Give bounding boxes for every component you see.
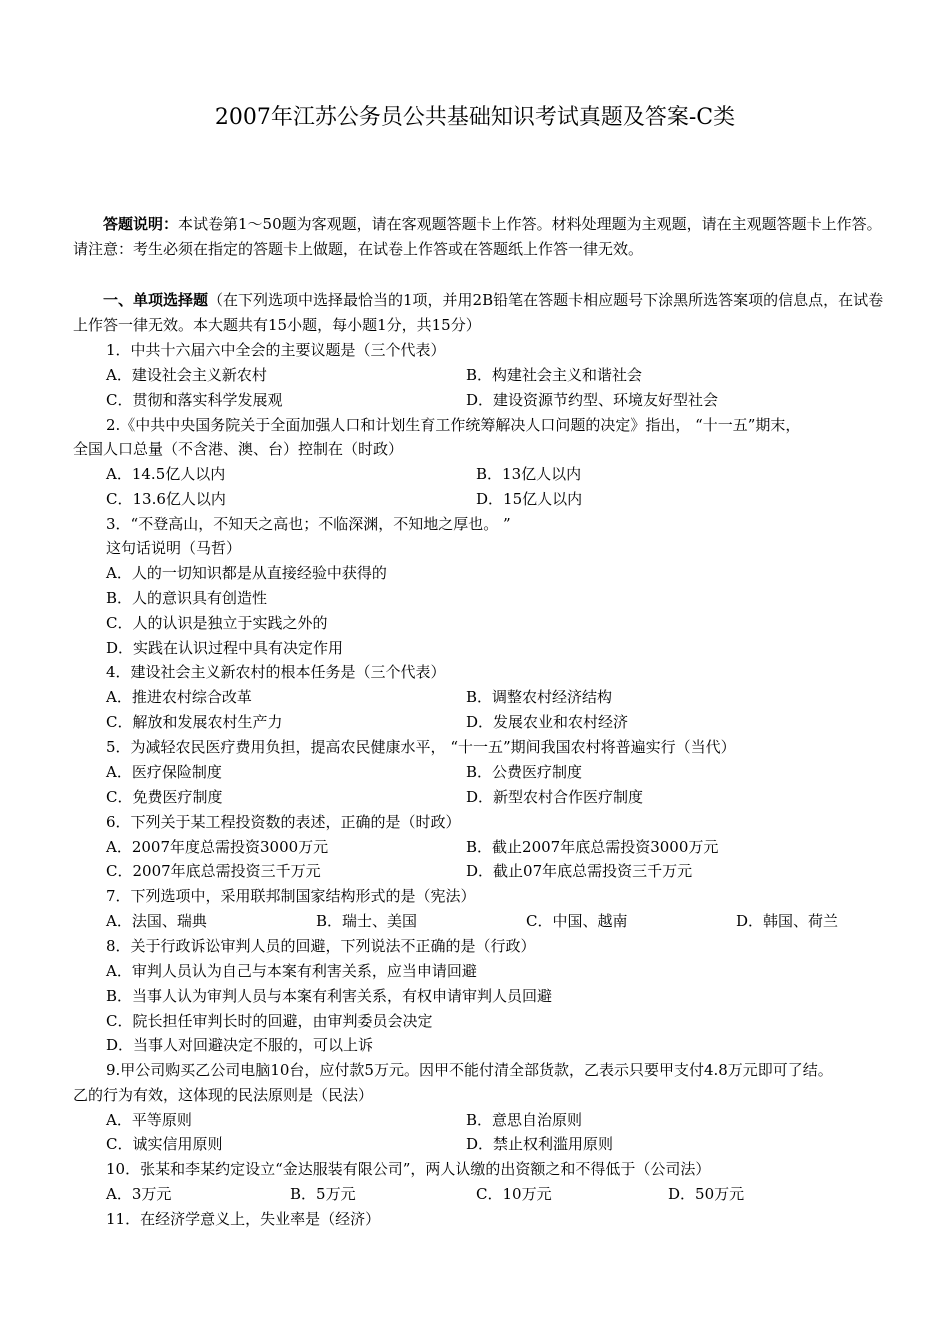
question-5-option-b: B．公费医疗制度 [466, 763, 583, 781]
question-2-option-b: B．13亿人以内 [476, 465, 582, 483]
question-10-stem: 10．张某和李某约定设立“金达服装有限公司”，两人认缴的出资额之和不得低于（公司法） [106, 1160, 711, 1178]
question-9-option-c: C．诚实信用原则 [106, 1135, 223, 1153]
instructions-label: 答题说明： [103, 215, 179, 233]
question-1-option-b: B．构建社会主义和谐社会 [466, 366, 643, 384]
question-5-option-a: A．医疗保险制度 [106, 763, 222, 781]
question-3-stem-line-2: 这句话说明（马哲） [106, 539, 242, 557]
question-4-option-a: A．推进农村综合改革 [106, 688, 252, 706]
question-6-option-c: C．2007年底总需投资三千万元 [106, 862, 321, 880]
instructions [73, 212, 885, 262]
question-1-option-c: C．贯彻和落实科学发展观 [106, 391, 283, 409]
question-2-option-d: D．15亿人以内 [476, 490, 583, 508]
question-7-option-c: C．中国、越南 [526, 912, 628, 930]
question-8-option-d: D．当事人对回避决定不服的，可以上诉 [106, 1036, 374, 1054]
question-9-stem-line-1: 9.甲公司购买乙公司电脑10台，应付款5万元。因甲不能付清全部货款，乙表示只要甲支付4.8万元即可了结。 [106, 1061, 833, 1079]
question-10-option-b: B．5万元 [290, 1185, 356, 1203]
question-3-option-d: D．实践在认识过程中具有决定作用 [106, 639, 344, 657]
question-7-option-a: A．法国、瑞典 [106, 912, 207, 930]
question-11-stem: 11．在经济学意义上，失业率是（经济） [106, 1210, 381, 1228]
question-2-stem-line-2: 全国人口总量（不含港、澳、台）控制在（时政） [73, 440, 404, 458]
question-1-stem: 1．中共十六届六中全会的主要议题是（三个代表） [106, 341, 446, 359]
question-1-option-d: D．建设资源节约型、环境友好型社会 [466, 391, 719, 409]
question-3-option-a: A．人的一切知识都是从直接经验中获得的 [106, 564, 387, 582]
question-6-stem: 6．下列关于某工程投资数的表述，正确的是（时政） [106, 813, 461, 831]
question-1-option-a: A．建设社会主义新农村 [106, 366, 267, 384]
question-4-stem: 4．建设社会主义新农村的根本任务是（三个代表） [106, 663, 446, 681]
question-8-option-a: A．审判人员认为自己与本案有利害关系，应当申请回避 [106, 962, 477, 980]
question-10-option-c: C．10万元 [476, 1185, 552, 1203]
question-9-option-a: A．平等原则 [106, 1111, 192, 1129]
question-5-stem: 5．为减轻农民医疗费用负担，提高农民健康水平， “十一五”期间我国农村将普遍实行（当代） [106, 738, 736, 756]
instructions-text: 本试卷第1～50题为客观题，请在客观题答题卡上作答。材料处理题为主观题，请在主观题答题卡上作答。请注意：考生必须在指定的答题卡上做题，在试卷上作答或在答题纸上作答一律无效。 [73, 215, 882, 258]
question-6-option-a: A．2007年度总需投资3000万元 [106, 838, 329, 856]
question-8-option-b: B．当事人认为审判人员与本案有利害关系，有权申请审判人员回避 [106, 987, 553, 1005]
question-6-option-d: D．截止07年底总需投资三千万元 [466, 862, 693, 880]
question-4-option-c: C．解放和发展农村生产力 [106, 713, 283, 731]
question-2-option-c: C．13.6亿人以内 [106, 490, 226, 508]
question-5-option-d: D．新型农村合作医疗制度 [466, 788, 644, 806]
question-5-option-c: C．免费医疗制度 [106, 788, 223, 806]
section-one-text: （在下列选项中选择最恰当的1项，并用2B铅笔在答题卡相应题号下涂黑所选答案项的信息点，在试卷上作答一律无效。本大题共有15小题，每小题1分，共15分） [73, 291, 884, 334]
question-3-option-c: C．人的认识是独立于实践之外的 [106, 614, 328, 632]
question-9-option-b: B．意思自治原则 [466, 1111, 583, 1129]
question-7-option-b: B．瑞士、美国 [316, 912, 418, 930]
question-8-stem: 8．关于行政诉讼审判人员的回避，下列说法不正确的是（行政） [106, 937, 536, 955]
question-6-option-b: B．截止2007年底总需投资3000万元 [466, 838, 719, 856]
question-10-option-a: A．3万元 [106, 1185, 172, 1203]
section-one-label: 一、单项选择题 [103, 291, 209, 309]
question-4-option-b: B．调整农村经济结构 [466, 688, 613, 706]
question-8-option-c: C．院长担任审判长时的回避，由审判委员会决定 [106, 1012, 433, 1030]
question-7-option-d: D．韩国、荷兰 [736, 912, 839, 930]
section-one-header [73, 288, 885, 338]
question-2-stem-line-1: 2.《中共中央国务院关于全面加强人口和计划生育工作统筹解决人口问题的决定》指出， “十一五”期末， [106, 416, 801, 434]
question-9-stem-line-2: 乙的行为有效，这体现的民法原则是（民法） [73, 1086, 374, 1104]
page-title: 2007年江苏公务员公共基础知识考试真题及答案-C类 [214, 105, 736, 130]
question-3-option-b: B．人的意识具有创造性 [106, 589, 268, 607]
question-9-option-d: D．禁止权利滥用原则 [466, 1135, 614, 1153]
question-10-option-d: D．50万元 [668, 1185, 745, 1203]
question-7-stem: 7．下列选项中，采用联邦制国家结构形式的是（宪法） [106, 887, 476, 905]
question-4-option-d: D．发展农业和农村经济 [466, 713, 629, 731]
question-3-stem-line-1: 3．“不登高山，不知天之高也；不临深渊，不知地之厚也。 ” [106, 515, 511, 533]
question-2-option-a: A．14.5亿人以内 [106, 465, 226, 483]
